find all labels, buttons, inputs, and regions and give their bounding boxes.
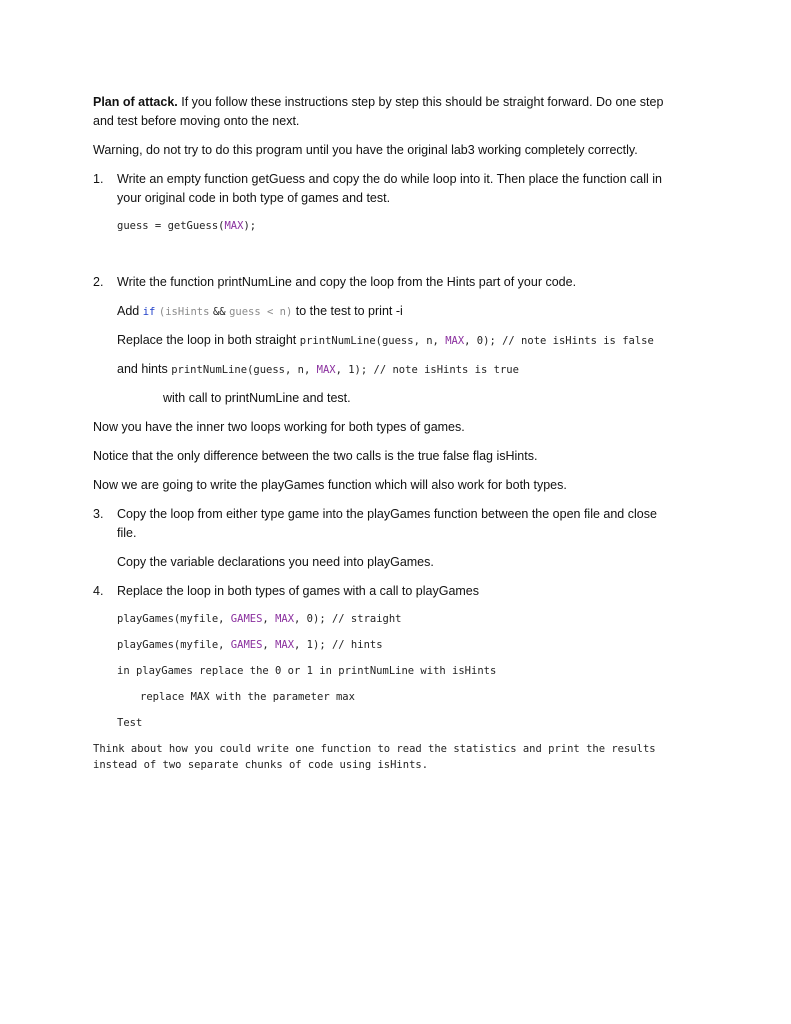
step4-code2-pre: playGames(myfile, — [117, 639, 231, 651]
plan-text-line1: If you follow these instructions step by step this should be straight forward. Do one step — [181, 95, 664, 109]
step3-number: 3. — [93, 507, 104, 521]
step2-add-label: Add — [117, 304, 140, 318]
step2-line1: Write the function printNumLine and copy the loop from the Hints part of your code. — [117, 275, 577, 289]
step2-hints-code-max: MAX — [316, 364, 336, 376]
step3-line1: Copy the loop from either type game into the playGames function between the open file and close — [117, 507, 657, 521]
step4-code1 — [117, 611, 402, 627]
step2-straight-code-max: MAX — [445, 335, 465, 347]
step4-code1-pre: playGames(myfile, — [117, 613, 231, 625]
step1-line1: Write an empty function getGuess and copy the do while loop into it. Then place the function call in — [117, 172, 663, 186]
step4-code2-games: GAMES — [230, 639, 263, 651]
step2-hints-label: and hints — [117, 362, 168, 376]
step2-hints-line — [117, 360, 519, 379]
step2-add-code-op: && — [212, 306, 226, 318]
step1-line2: your original code in both type of games and test. — [117, 191, 391, 205]
step3-line2: file. — [117, 526, 137, 540]
step2-add-code-b: guess < n) — [229, 306, 293, 318]
step3-line3: Copy the variable declarations you need into playGames. — [117, 555, 434, 569]
step1-code-pre: guess = getGuess( — [117, 220, 225, 232]
step2-add-tail: to the test to print -i — [295, 304, 403, 318]
step2-straight-line — [117, 331, 654, 350]
step4-number: 4. — [93, 584, 104, 598]
think-line2: instead of two separate chunks of code using isHints. — [93, 759, 429, 771]
step4-code4: replace MAX with the parameter max — [140, 691, 355, 703]
step1-number: 1. — [93, 172, 104, 186]
para-now: Now we are going to write the playGames function which will also work for both types. — [93, 478, 567, 492]
step2-add-line — [117, 302, 403, 321]
step4-code2-sep: , — [262, 639, 276, 651]
step4-code5: Test — [117, 717, 143, 729]
plan-text-line2: and test before moving onto the next. — [93, 114, 300, 128]
warning-paragraph: Warning, do not try to do this program until you have the original lab3 working completely correctly. — [93, 143, 638, 157]
step1-code — [117, 218, 256, 234]
step1-code-post: ); — [243, 220, 257, 232]
step4-code1-sep: , — [262, 613, 276, 625]
think-line1: Think about how you could write one function to read the statistics and print the results — [93, 743, 656, 755]
step4-code2-post: , 1); // hints — [294, 639, 383, 651]
step2-add-keyword: if — [142, 306, 156, 318]
step2-straight-code-post: , 0); // note isHints is false — [464, 335, 654, 347]
step4-line1: Replace the loop in both types of games with a call to playGames — [117, 584, 480, 598]
step2-add-code-a: (isHints — [158, 306, 210, 318]
step2-hints-code — [171, 364, 519, 376]
step4-code2 — [117, 637, 383, 653]
step4-code1-max: MAX — [275, 613, 295, 625]
step4-code1-games: GAMES — [230, 613, 263, 625]
step4-code3: in playGames replace the 0 or 1 in printNumLine with isHints — [117, 665, 497, 677]
plan-heading: Plan of attack. — [93, 95, 178, 109]
para-inner-loops: Now you have the inner two loops working for both types of games. — [93, 420, 465, 434]
step2-straight-code — [300, 335, 654, 347]
step2-hints-code-post: , 1); // note isHints is true — [335, 364, 519, 376]
plan-paragraph-line1 — [93, 93, 663, 112]
para-notice: Notice that the only difference between the two calls is the true false flag isHints. — [93, 449, 538, 463]
step4-code1-post: , 0); // straight — [294, 613, 402, 625]
step2-number: 2. — [93, 275, 104, 289]
step2-straight-code-pre: printNumLine(guess, n, — [299, 335, 446, 347]
step2-hints-code-pre: printNumLine(guess, n, — [171, 364, 317, 376]
step1-code-arg: MAX — [224, 220, 244, 232]
step4-code2-max: MAX — [275, 639, 295, 651]
step2-straight-label: Replace the loop in both straight — [117, 333, 297, 347]
step2-with-call: with call to printNumLine and test. — [163, 391, 351, 405]
